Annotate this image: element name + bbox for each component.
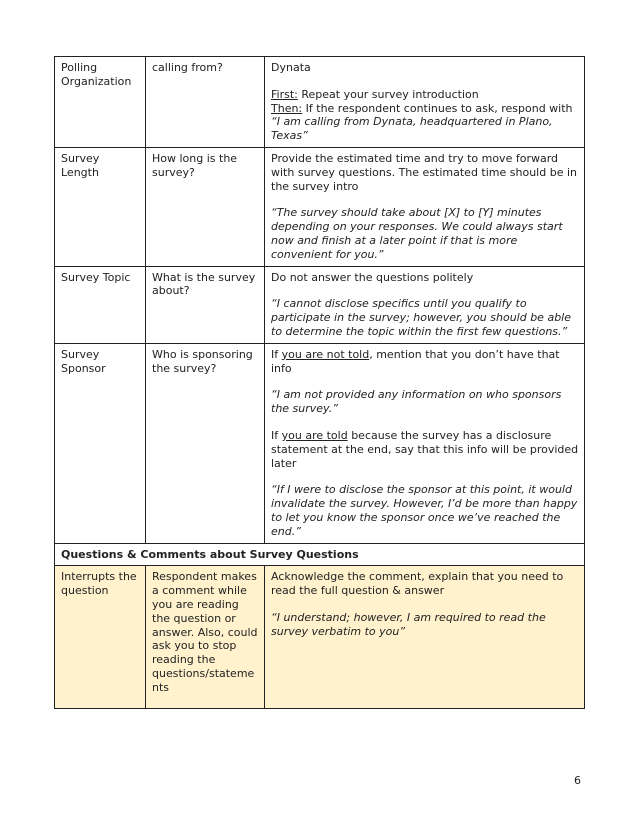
- page-number: 6: [574, 774, 581, 787]
- table-row: [55, 343, 585, 543]
- response-cell: [265, 266, 585, 343]
- first-text: Repeat your survey introduction: [297, 87, 479, 101]
- section-row: [55, 543, 585, 566]
- question-cell: How long is the survey?: [146, 147, 265, 266]
- table-row-highlighted: [55, 566, 585, 709]
- script-quote: “I am calling from Dynata, headquartered in Plano, Texas”: [271, 115, 553, 143]
- script-quote: “I cannot disclose specifics until you qualify to participate in the survey; however, you should be able to determine the topic within the first few questions.”: [271, 297, 571, 338]
- response-text: Dynata: [271, 61, 311, 74]
- response-text: [271, 429, 579, 470]
- response-text-part: because the survey has a disclosure statement at the end, say that this info will be provided later: [271, 428, 579, 470]
- script-quote: “I understand; however, I am required to read the survey verbatim to you”: [271, 610, 546, 638]
- question-cell: Who is sponsoring the survey?: [146, 343, 265, 543]
- response-text: Do not answer the questions politely: [271, 270, 474, 284]
- question-cell: calling from?: [146, 57, 265, 148]
- condition-told: you are told: [281, 428, 348, 442]
- response-text: Acknowledge the comment, explain that you need to read the full question & answer: [271, 570, 564, 598]
- category-cell: Interrupts the question: [55, 566, 146, 709]
- script-quote: “If I were to disclose the sponsor at this point, it would invalidate the survey. However, I’d be more than happy to let you know the sponsor once we’ve reached the end.”: [271, 483, 578, 538]
- response-cell: [265, 57, 585, 148]
- response-text: [271, 88, 579, 102]
- category-cell: Survey Topic: [55, 266, 146, 343]
- question-cell: What is the survey about?: [146, 266, 265, 343]
- category-cell: Survey Sponsor: [55, 343, 146, 543]
- first-label: First:: [271, 87, 298, 101]
- table-row: [55, 57, 585, 148]
- table-row: [55, 147, 585, 266]
- condition-not-told: you are not told: [281, 347, 370, 361]
- response-text-part: If: [271, 347, 282, 361]
- category-cell: Survey Length: [55, 147, 146, 266]
- response-text: [271, 348, 579, 376]
- then-label: Then:: [271, 101, 303, 115]
- then-text: If the respondent continues to ask, respond with: [302, 101, 573, 115]
- response-text-part: , mention that you don’t have that info: [271, 347, 560, 375]
- response-text-part: If: [271, 428, 282, 442]
- table-row: [55, 266, 585, 343]
- response-cell: [265, 343, 585, 543]
- section-header: Questions & Comments about Survey Questions: [55, 543, 585, 566]
- response-cell: [265, 147, 585, 266]
- response-cell: [265, 566, 585, 709]
- survey-handling-table: [54, 56, 585, 709]
- script-quote: “I am not provided any information on who sponsors the survey.”: [271, 388, 562, 416]
- question-cell: Respondent makes a comment while you are reading the question or answer. Also, could ask you to stop reading the questions/stateme nts: [146, 566, 265, 709]
- script-quote: “The survey should take about [X] to [Y] minutes depending on your responses. We could always start now and finish at a later point if that is more convenient for you.”: [271, 206, 563, 261]
- category-cell: Polling Organization: [55, 57, 146, 148]
- response-text: [271, 102, 579, 143]
- response-text: Provide the estimated time and try to move forward with survey questions. The estimated time should be in the survey intro: [271, 151, 577, 193]
